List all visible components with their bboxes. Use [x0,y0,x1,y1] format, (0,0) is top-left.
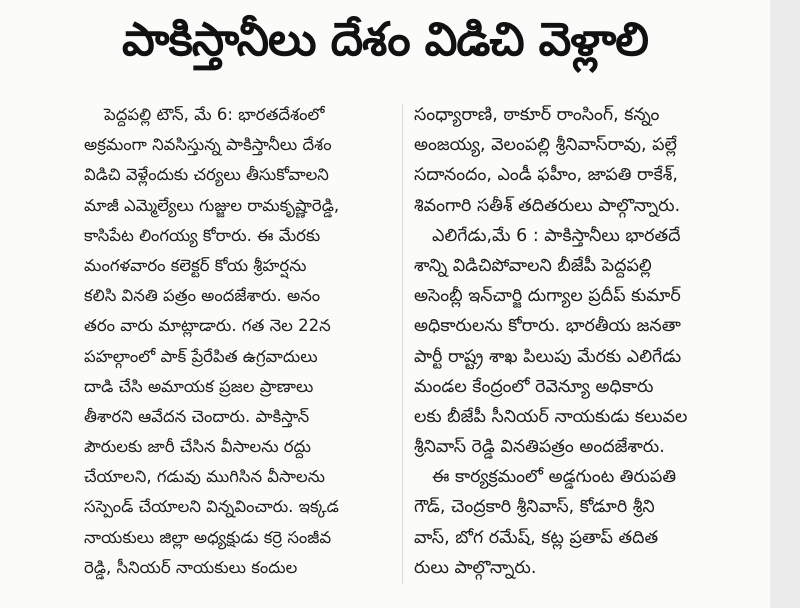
text-line: పార్టీ రాష్ట్ర శాఖ పిలుపు మేరకు ఎలిగేడు [414,346,682,367]
right-column [414,100,760,583]
text-line: వాస్, బోగ రమేష్, కట్ల ప్రతాప్ తదిత [414,527,659,548]
text-line: పెద్దపల్లి టౌన్, మే 6: భారతదేశంలో [104,105,325,124]
text-line: గౌడ్, చెంద్రకారి శ్రీనివాస్, కోడూరి శ్రీని [414,497,655,518]
text-line: శాన్ని విడిచిపోవాలని బీజేపీ పెద్దపల్లి [414,255,652,276]
text-line: పౌరులకు జారీ చేసిన వీసాలను రద్దు [84,437,311,457]
text-line: రెడ్డి, సీనియర్ నాయకులు కందుల [84,557,298,577]
text-line: మాజీ ఎమ్మెల్యేలు గుజ్జుల రామకృష్ణారెడ్డి, [84,195,340,215]
text-line: పహల్గాంలో పాక్ ప్రేరేపిత ఉగ్రవాదులు [84,346,318,366]
column-divider [402,104,403,584]
text-line: సంధ్యారాణి, ఠాకూర్ రాంసింగ్, కన్నం [414,105,660,125]
text-line: మంగళవారం కలెక్టర్ కోయ శ్రీహర్షను [84,255,307,275]
text-line: సదానందం, ఎండీ ఫహీం, జాపతి రాకేశ్, [414,165,678,186]
text-line: శ్రీనివాస్ రెడ్డి వినతిపత్రం అందజేశారు. [414,437,665,458]
text-line: మండల కేంద్రంలో రెవెన్యూ అధికారు [414,376,654,397]
text-line: కాసిపేట లింగయ్య కోరారు. ఈ మేరకు [84,225,321,245]
text-line: లకు బీజేపీ సీనియర్ నాయకుడు కలువల [414,406,688,427]
left-column [84,100,390,583]
text-line: విడిచి వెళ్లేందుకు చర్యలు తీసుకోవాలని [84,165,329,185]
text-line: దాడి చేసి అమాయక ప్రజల ప్రాణాలు [84,376,314,396]
text-line: అసెంబ్లీ ఇన్‌చార్జి దుగ్యాల ప్రదీప్ కుమార్ [414,286,681,307]
text-line: చేయాలని, గడువు ముగిసిన వీసాలను [84,467,326,487]
text-line: కలిసి వినతి పత్రం అందజేశారు. అనం [84,286,321,306]
text-line: ఈ కార్యక్రమంలో అడ్డగుంట తిరుపతి [432,467,677,488]
text-line: అంజయ్య, వెలంపల్లి శ్రీనివాస్‌రావు, పల్లే [414,135,677,156]
text-line: శివంగారి సతీశ్ తదితరులు పాల్గొన్నారు. [414,195,681,216]
text-line: ఎలిగేడు,మే 6 : పాకిస్తానీలు భారతదే [432,225,681,246]
text-line: తరం వారు మాట్లాడారు. గత నెల 22న [84,316,331,336]
text-line: తీశారని ఆవేదన చెందారు. పాకిస్తాన్ [84,406,310,426]
background-strip [770,0,800,608]
text-line: నాయకులు జిల్లా అధ్యక్షుడు కర్రె సంజీవ [84,527,332,547]
text-line: రులు పాల్గొన్నారు. [414,557,537,578]
text-line: సస్పెండ్ చేయాలని విన్నవించారు. ఇక్కడ [84,497,339,517]
text-line: అక్రమంగా నివసిస్తున్న పాకిస్తానీలు దేశం [84,135,332,155]
headline: పాకిస్తానీలు దేశం విడిచి వెళ్లాలి [121,12,649,66]
text-line: అధికారులను కోరారు. భారతీయ జనతా [414,316,681,337]
